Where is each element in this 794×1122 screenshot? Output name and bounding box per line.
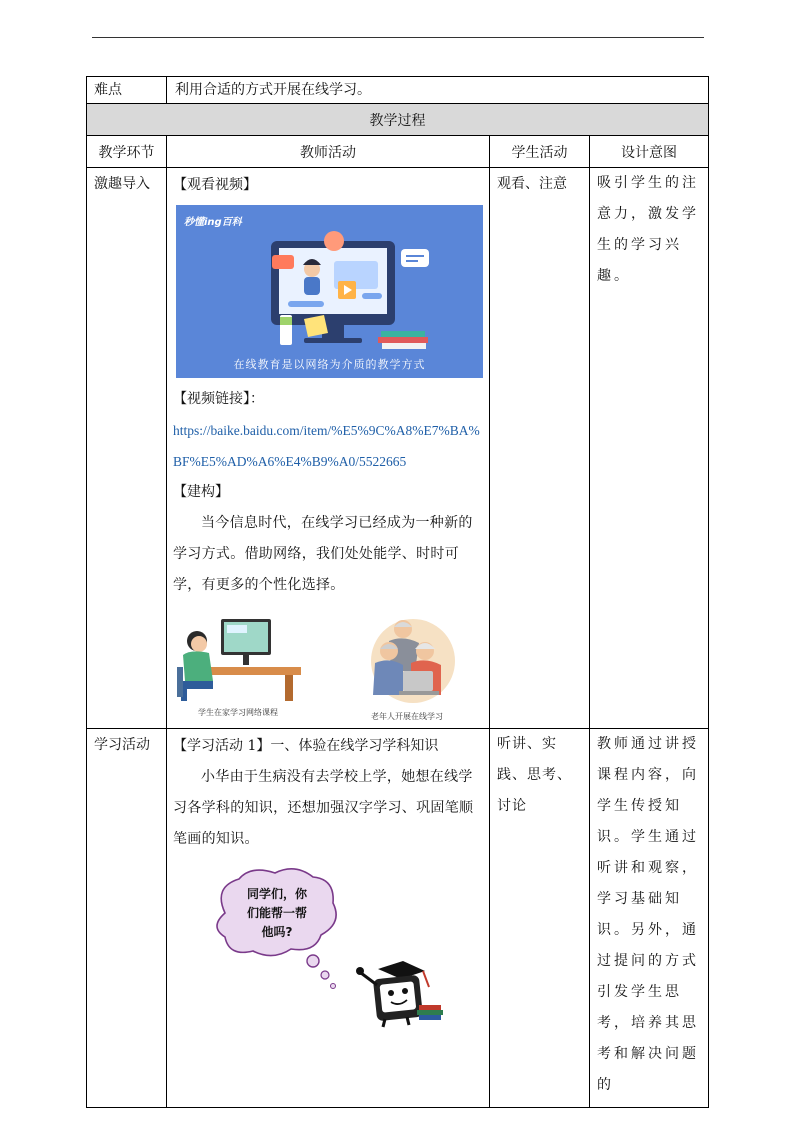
bubble-line-1: 同学们，你	[246, 887, 308, 901]
design-intent: 教师通过讲授课程内容，向学生传授知识。学生通过听讲和观察，学习基础知识。另外，通过提问的方式引发学生思考，培养其思考和解决问题的	[597, 736, 699, 1093]
difficulty-content-cell	[167, 77, 709, 104]
stage-label: 激趣导入	[94, 176, 150, 192]
header-student: 学生活动	[490, 136, 590, 168]
computer-illustration	[176, 205, 483, 378]
table-row	[87, 729, 709, 1108]
design-intent-cell	[590, 729, 709, 1108]
student-activity-cell	[490, 729, 590, 1108]
lesson-plan-table	[86, 76, 709, 1108]
header-design: 设计意图	[590, 136, 709, 168]
student-at-computer-illustration	[173, 611, 303, 703]
difficulty-content: 利用合适的方式开展在线学习。	[175, 82, 371, 98]
student-activity: 观看、注意	[497, 176, 567, 192]
design-intent: 吸引学生的注意力，激发学生的学习兴趣。	[597, 175, 699, 284]
teacher-activity-cell	[167, 168, 490, 729]
header-rule	[92, 37, 704, 38]
activity-text: 小华由于生病没有去学校上学，她想在线学习各学科的知识，还想加强汉字学习、巩固笔顺笔画的知识。	[173, 769, 474, 847]
stage-cell	[87, 168, 167, 729]
video-logo: 秒懂ing百科	[184, 217, 242, 228]
stage-cell	[87, 729, 167, 1108]
student-activity: 听讲、实践、思考、讨论	[497, 736, 572, 814]
header-stage: 教学环节	[87, 136, 167, 168]
elderly-learning-image	[333, 611, 481, 722]
thinking-bubble-illustration	[173, 865, 473, 1030]
bubble-line-2: 们能帮一帮	[246, 906, 308, 920]
elderly-at-laptop-illustration	[333, 611, 481, 707]
image2-caption: 老年人开展在线学习	[371, 712, 443, 721]
difficulty-row	[87, 77, 709, 104]
question-illustration	[173, 865, 483, 1030]
column-header-row	[87, 136, 709, 168]
video-caption: 在线教育是以网络为介质的教学方式	[233, 358, 426, 371]
section-title-row	[87, 104, 709, 136]
student-activity-cell	[490, 168, 590, 729]
video-thumbnail[interactable]	[176, 205, 483, 378]
design-intent-cell	[590, 168, 709, 729]
activity-title: 【学习活动 1】一、体验在线学习学科知识	[173, 738, 439, 754]
difficulty-label: 难点	[94, 82, 122, 98]
section-title-cell	[87, 104, 709, 136]
construct-label: 【建构】	[173, 484, 229, 500]
video-link-label: 【视频链接】：	[173, 391, 264, 407]
section-title: 教学过程	[369, 112, 426, 129]
bubble-line-3: 他吗?	[261, 925, 293, 939]
construct-text: 当今信息时代，在线学习已经成为一种新的学习方式。借助网络，我们处处能学、时时可学，有更多的个性化选择。	[173, 515, 473, 593]
video-link[interactable]: https://baike.baidu.com/item/%E5%9C%A8%E7%BA%BF%E5%AD%A6%E4%B9%A0/5522665	[173, 423, 480, 469]
stage-label: 学习活动	[94, 737, 150, 753]
student-home-learning-image	[173, 611, 303, 722]
watch-video-label: 【观看视频】	[173, 177, 257, 193]
teacher-activity-cell	[167, 729, 490, 1108]
difficulty-label-cell	[87, 77, 167, 104]
header-teacher: 教师活动	[167, 136, 490, 168]
image1-caption: 学生在家学习网络课程	[198, 708, 278, 717]
table-row	[87, 168, 709, 729]
